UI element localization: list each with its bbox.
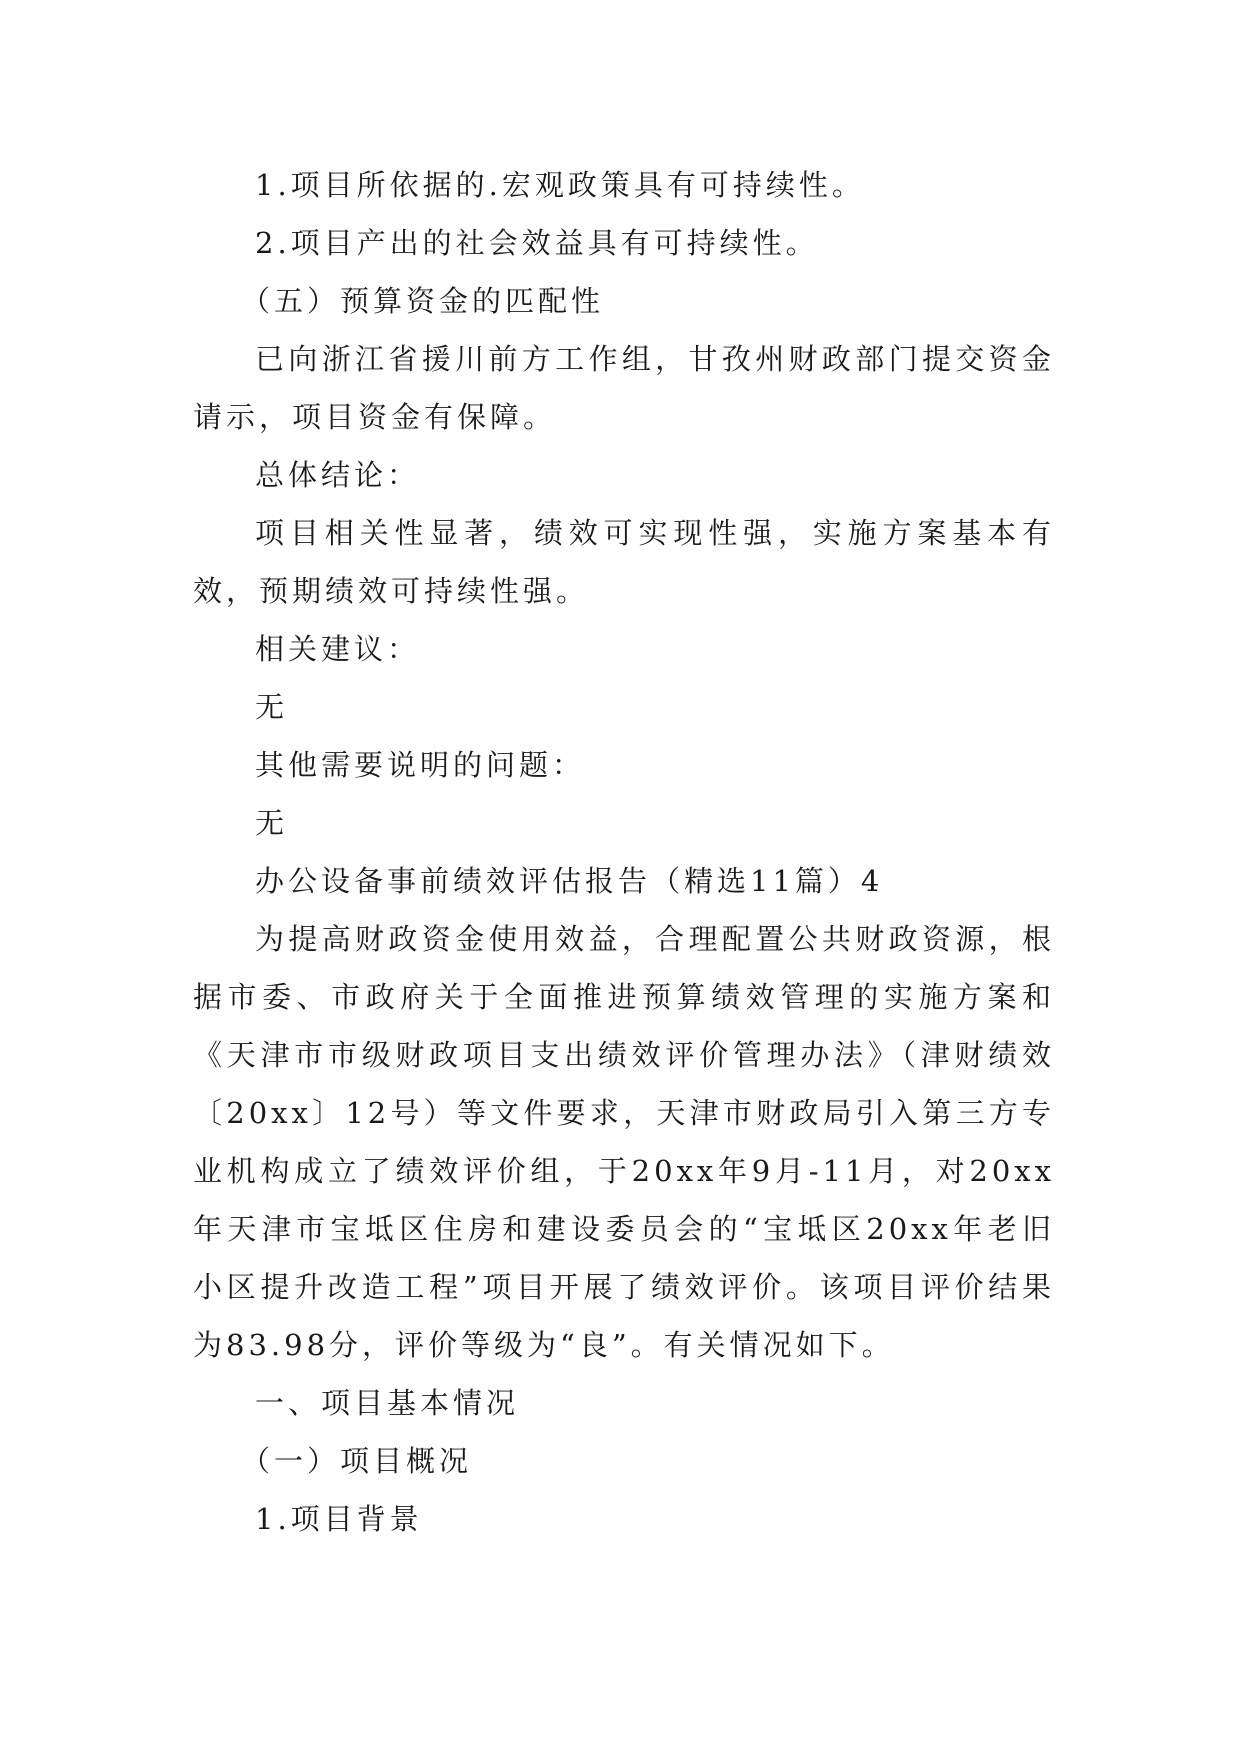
paragraph: 1.项目所依据的.宏观政策具有可持续性。 xyxy=(255,168,865,202)
paragraph: 无 xyxy=(255,806,289,840)
report-title: 办公设备事前绩效评估报告（精选11篇）4 xyxy=(255,864,884,898)
paragraph: 无 xyxy=(255,690,289,724)
paragraph: 相关建议： xyxy=(255,632,421,666)
paragraph: 其他需要说明的问题： xyxy=(255,748,586,782)
section-heading: 1.项目背景 xyxy=(255,1502,423,1536)
section-heading: （一）项目概况 xyxy=(241,1444,473,1478)
paragraph: 已向浙江省援川前方工作组，甘孜州财政部门提交资金请示，项目资金有保障。 xyxy=(193,342,1055,434)
section-heading: 一、项目基本情况 xyxy=(255,1386,520,1420)
paragraph: 总体结论： xyxy=(255,458,421,492)
paragraph: 项目相关性显著，绩效可实现性强，实施方案基本有效，预期绩效可持续性强。 xyxy=(193,516,1055,608)
paragraph: 为提高财政资金使用效益，合理配置公共财政资源，根据市委、市政府关于全面推进预算绩效管理的实施方案和《天津市市级财政项目支出绩效评价管理办法》（津财绩效〔20xx〕12号）等文件要求，天津市财政局引入第三方专业机构成立了绩效评价组，于20xx年9月-11月，对20xx年天津市宝坻区住房和建设委员会的“宝坻区20xx年老旧小区提升改造工程”项目开展了绩效评价。该项目评价结果为83.98分，评价等级为“良”。有关情况如下。 xyxy=(193,922,1055,1362)
section-heading: （五）预算资金的匹配性 xyxy=(241,284,605,318)
paragraph: 2.项目产出的社会效益具有可持续性。 xyxy=(255,226,819,260)
document-page xyxy=(193,156,1055,1548)
